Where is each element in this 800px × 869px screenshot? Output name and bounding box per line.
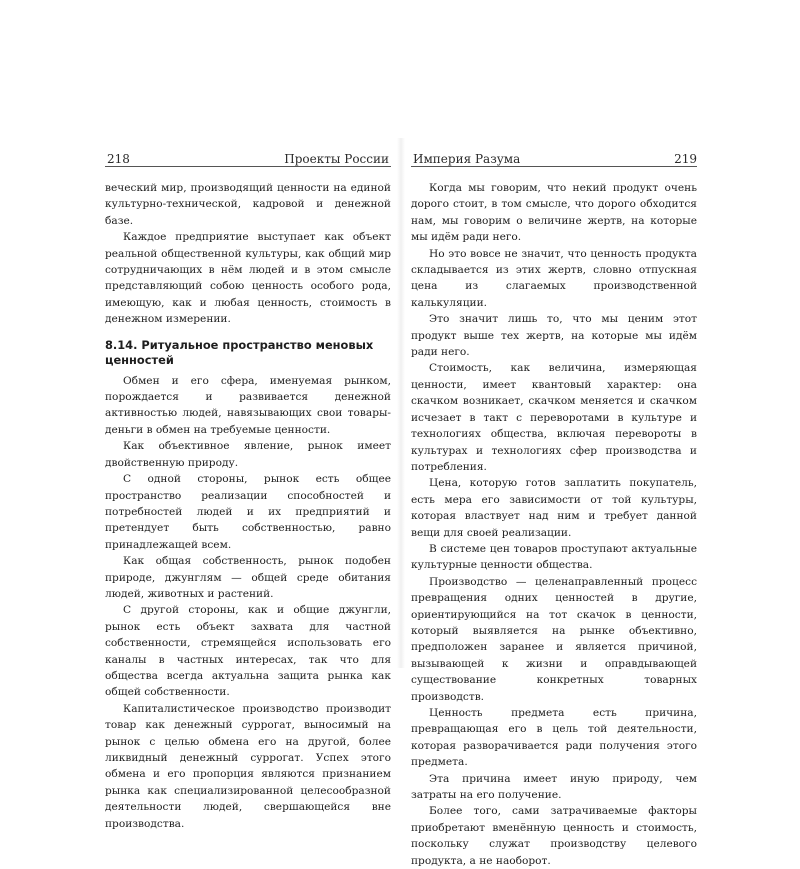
paragraph: Но это вовсе не значит, что ценность продукта складывается из этих жертв, словно отпускная цена из слагаемых производственной калькуляции. <box>411 247 697 309</box>
book-spread <box>105 138 697 867</box>
running-title: Империя Разума <box>413 152 521 166</box>
paragraph: Как объективное явление, рынок имеет двойственную природу. <box>105 440 391 469</box>
right-page-body <box>411 180 697 869</box>
paragraph: Эта причина имеет иную природу, чем затраты на его получение. <box>411 772 697 802</box>
section-heading: 8.14. Ритуальное пространство меновых ценностей <box>105 337 374 367</box>
paragraph: Как общая собственность, рынок подобен природе, джунглям — общей среде обитания людей, животных и растений. <box>105 555 391 600</box>
paragraph: Стоимость, как величина, измеряющая ценности, имеет квантовый характер: она скачком возникает, скачком меняется и скачком исчезает в такт с переворотами в культуре и технологиях общества, включая перевороты в культурах и технологиях сфер производства и потребления. <box>411 362 697 473</box>
paragraph: Более того, сами затрачиваемые факторы приобретают вменённую ценность и стоимость, поскольку служат производству целевого продукта, а не наоборот. <box>411 805 697 867</box>
paragraph: Цена, которую готов заплатить покупатель, есть мера его зависимости от той культуры, которая властвует над ним и требует данной вещи для своей реализации. <box>411 477 697 539</box>
paragraph: Когда мы говорим, что некий продукт очень дорого стоит, в том смысле, что дорого обходится нам, мы говорим о величине жертв, на которые мы идём ради него. <box>411 182 697 244</box>
header-rule <box>411 166 697 167</box>
paragraph: В системе цен товаров проступают актуальные культурные ценности общества. <box>411 542 697 572</box>
running-title: Проекты России <box>284 152 389 166</box>
book-gutter <box>397 138 405 668</box>
paragraph: Производство — целенаправленный процесс превращения одних ценностей в другие, ориентирующийся на тот скачок в ценности, который выявляется на рынке объективно, предположен заранее и является причиной, вызывающей к жизни и оправдывающей существование конкретных товарных производств. <box>411 575 697 703</box>
page-number: 219 <box>674 152 697 166</box>
paragraph: Каждое предприятие выступает как объект реальной общественной культуры, как общий мир сотрудничающих в нём людей и в этом смысле представляющий собою ценность особого рода, имеющую, как и любая ценность, стоимость в денежном измерении. <box>105 231 391 326</box>
paragraph: Обмен и его сфера, именуемая рынком, порождается и развивается денежной активностью людей, навязывающих свои товары-деньги в обмен на требуемые ценности. <box>105 374 391 436</box>
left-page-body <box>105 180 391 832</box>
right-page <box>411 138 697 867</box>
paragraph: Ценность предмета есть причина, превращающая его в цель той деятельности, которая разворачивается ради получения этого предмета. <box>411 707 697 769</box>
paragraph: С другой стороны, как и общие джунгли, рынок есть объект захвата для частной собственности, стремящейся использовать его каналы в частных интересах, так что для общества всегда актуальна защита рынка как общей собственности. <box>105 604 391 699</box>
paragraph: Это значит лишь то, что мы ценим этот продукт выше тех жертв, на которые мы идём ради него. <box>411 313 697 359</box>
paragraph: Капиталистическое производство производит товар как денежный суррогат, выносимый на рынок с целью обмена его на другой, более ликвидный денежный суррогат. Успех этого обмена и его пропорция являются признанием рынка как специализированной целесообразной деятельности людей, свершающейся вне производства. <box>105 702 391 830</box>
paragraph: С одной стороны, рынок есть общее пространство реализации способностей и потребностей людей и их предприятий и претендует быть собственностью, равно принадлежащей всем. <box>105 473 391 551</box>
left-page <box>105 138 391 830</box>
left-page-header <box>105 148 391 170</box>
right-page-header <box>411 148 697 170</box>
header-rule <box>105 166 391 167</box>
page-number: 218 <box>107 152 130 166</box>
paragraph: вечеcкий мир, производящий ценности на единой культурно-технической, кадровой и денежной базе. <box>105 182 391 227</box>
